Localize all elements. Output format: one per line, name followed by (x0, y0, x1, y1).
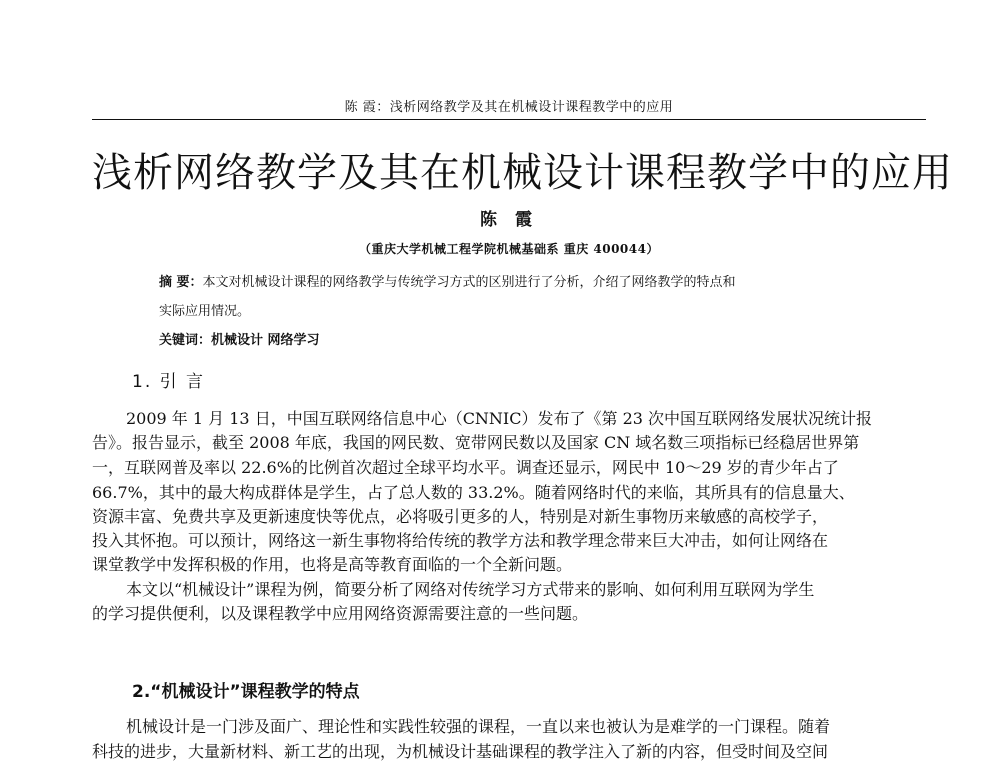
body-line: 科技的进步，大量新材料、新工艺的出现，为机械设计基础课程的教学注入了新的内容，但受时间及空间 (92, 742, 829, 761)
header-rule (92, 119, 926, 120)
body-line: 本文以“机械设计”课程为例，简要分析了网络对传统学习方式带来的影响、如何利用互联网为学生 (126, 580, 815, 599)
body-line: 资源丰富、免费共享及更新速度快等优点，必将吸引更多的人，特别是对新生事物历来敏感的高校学子， (92, 507, 829, 526)
body-line: 机械设计是一门涉及面广、理论性和实践性较强的课程，一直以来也被认为是难学的一门课程。随着 (126, 717, 831, 736)
keywords-label: 关键词： (159, 333, 212, 348)
abstract-label: 摘 要： (159, 275, 203, 290)
body-line: 66.7%，其中的最大构成群体是学生，占了总人数的 33.2%。随着网络时代的来临，其所具有的信息量大、 (92, 483, 855, 502)
author-affiliation: （重庆大学机械工程学院机械基础系 重庆 400044） (359, 242, 659, 256)
body-line: 2009 年 1 月 13 日，中国互联网络信息中心（CNNIC）发布了《第 23 次中国互联网络发展状况统计报 (126, 409, 873, 428)
body-line: 一，互联网普及率以 22.6%的比例首次超过全球平均水平。调查还显示，网民中 10～29 岁的青少年占了 (92, 458, 839, 477)
body-line: 的学习提供便利，以及课程教学中应用网络资源需要注意的一些问题。 (92, 604, 589, 623)
section-heading-course-features: 2.“机械设计”课程教学的特点 (132, 682, 360, 702)
running-header: 陈 霞：浅析网络教学及其在机械设计课程教学中的应用 (344, 100, 674, 115)
keywords-text: 机械设计 网络学习 (211, 333, 320, 348)
paper-title: 浅析网络教学及其在机械设计课程教学中的应用 (92, 150, 953, 196)
author-name: 陈 霞 (480, 210, 538, 230)
body-line: 课堂教学中发挥积极的作用，也将是高等教育面临的一个全新问题。 (92, 555, 573, 574)
section-heading-introduction: 1. 引 言 (132, 372, 206, 392)
keywords-line (159, 329, 320, 348)
abstract-line-2: 实际应用情况。 (159, 304, 251, 319)
abstract-line-1 (159, 271, 736, 290)
abstract-text-1: 本文对机械设计课程的网络教学与传统学习方式的区别进行了分析，介绍了网络教学的特点和 (202, 275, 736, 290)
body-line: 投入其怀抱。可以预计，网络这一新生事物将给传统的教学方法和教学理念带来巨大冲击，如何让网络在 (92, 531, 829, 550)
body-line: 告》。报告显示，截至 2008 年底，我国的网民数、宽带网民数以及国家 CN 域名数三项指标已经稳居世界第 (92, 433, 860, 452)
